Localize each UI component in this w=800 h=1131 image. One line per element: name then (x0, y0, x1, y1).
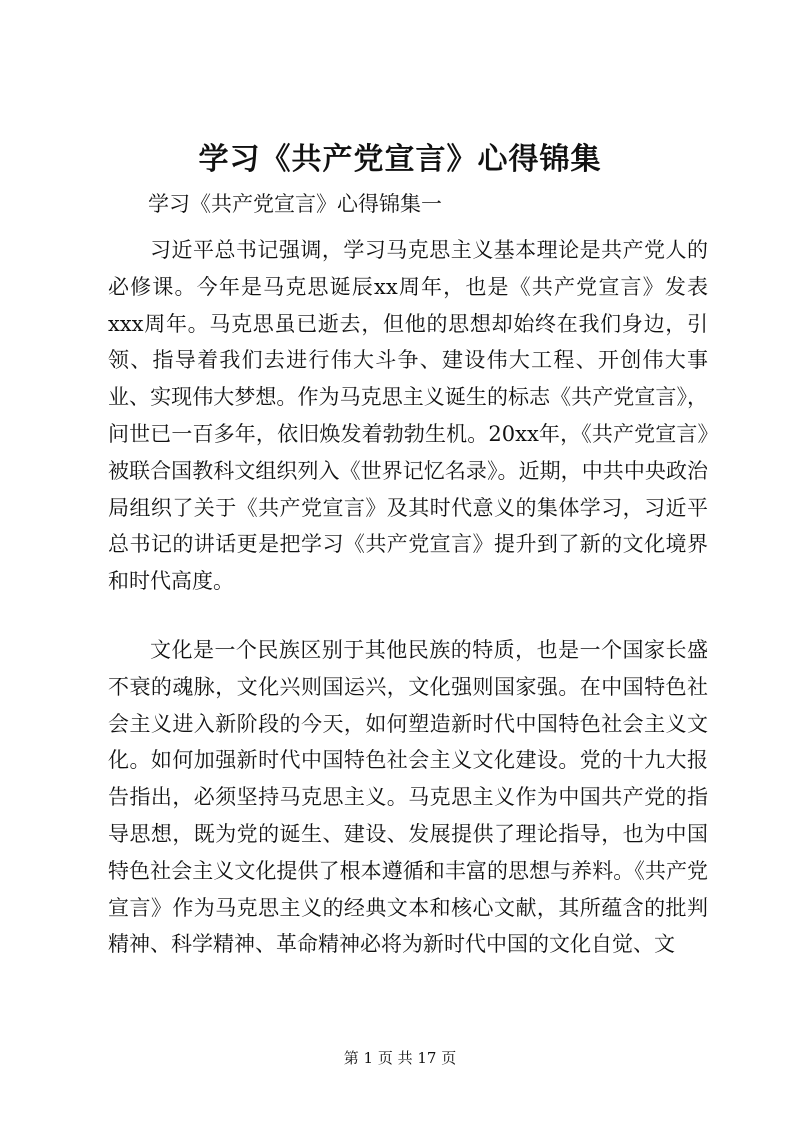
page-number-footer: 第 1 页 共 17 页 (343, 1049, 457, 1067)
paragraph-1: 习近平总书记强调，学习马克思主义基本理论是共产党人的必修课。今年是马克思诞辰xx周年，也是《共产党宣言》发表xxx周年。马克思虽已逝去，但他的思想却始终在我们身边，引领、指导着我们去进行伟大斗争、建设伟大工程、开创伟大事业、实现伟大梦想。作为马克思主义诞生的标志《共产党宣言》，问世已一百多年，依旧焕发着勃勃生机。20xx年，《共产党宣言》被联合国教科文组织列入《世界记忆名录》。近期，中共中央政治局组织了关于《共产党宣言》及其时代意义的集体学习，习近平总书记的讲话更是把学习《共产党宣言》提升到了新的文化境界和时代高度。 (108, 238, 708, 594)
document-title: 学习《共产党宣言》心得锦集 (198, 142, 602, 177)
paragraph-2: 文化是一个民族区别于其他民族的特质，也是一个国家长盛不衰的魂脉，文化兴则国运兴，文化强则国家强。在中国特色社会主义进入新阶段的今天，如何塑造新时代中国特色社会主义文化。如何加强新时代中国特色社会主义文化建设。党的十九大报告指出，必须坚持马克思主义。马克思主义作为中国共产党的指导思想，既为党的诞生、建设、发展提供了理论指导，也为中国特色社会主义文化提供了根本遵循和丰富的思想与养料。《共产党宣言》作为马克思主义的经典文本和核心文献，其所蕴含的批判精神、科学精神、革命精神必将为新时代中国的文化自觉、文 (108, 638, 708, 957)
document-subtitle: 学习《共产党宣言》心得锦集一 (148, 192, 442, 216)
